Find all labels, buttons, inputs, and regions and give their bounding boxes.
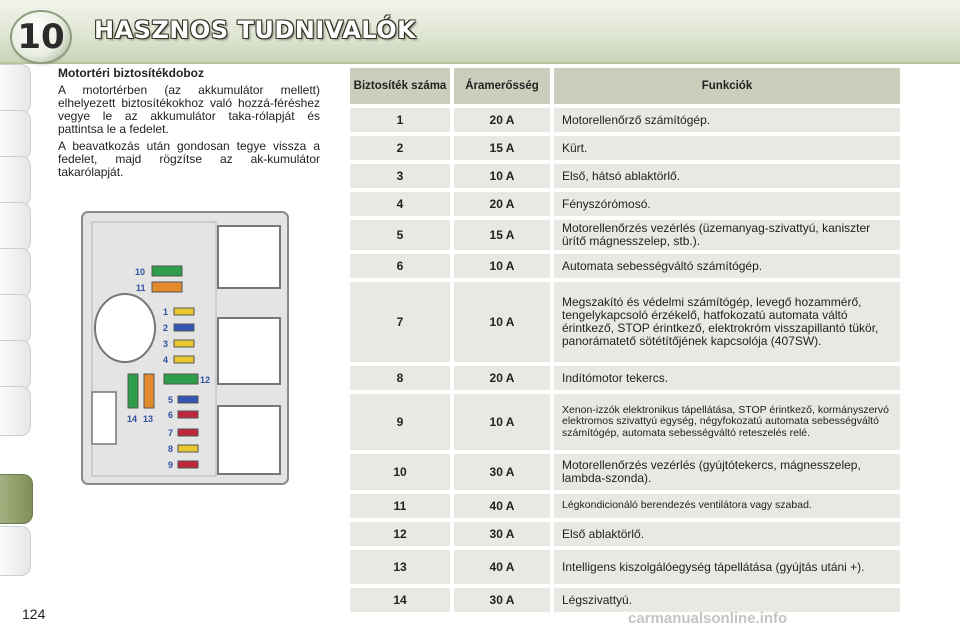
page-title: HASZNOS TUDNIVALÓK — [94, 16, 417, 44]
chapter-tab[interactable] — [0, 156, 31, 206]
fuse-number: 2 — [350, 136, 450, 160]
fuse-number: 5 — [350, 220, 450, 250]
fuse-amperage: 40 A — [454, 550, 550, 584]
fuse-function: Automata sebességváltó számítógép. — [554, 254, 900, 278]
fuse-8 — [178, 445, 198, 452]
fuse-amperage: 10 A — [454, 394, 550, 450]
fuse-amperage: 40 A — [454, 494, 550, 518]
fuse-function: Megszakító és védelmi számítógép, levegő hozammérő, tengelykapcsoló érzékelő, hatfokozatú automata váltó érintkező, STOP érintkező, elektrokróm visszapillantó tükör, panorámatető sötétítőjének kapcsolója (407SW). — [554, 282, 900, 362]
fuse-number: 3 — [350, 164, 450, 188]
connector-slot — [92, 392, 116, 444]
chapter-tabs — [0, 64, 34, 584]
fuse-number: 7 — [350, 282, 450, 362]
fuse-function: Fényszórómosó. — [554, 192, 900, 216]
fuse-10 — [152, 266, 182, 276]
table-row — [350, 394, 904, 450]
instruction-paragraph: A beavatkozás után gondosan tegye vissza a fedelet, majd rögzítse az ak-kumulátor takarólapját. — [58, 139, 320, 179]
fuse-label: 9 — [168, 460, 174, 470]
chapter-tab[interactable] — [0, 248, 31, 298]
fuse-label: 1 — [163, 307, 169, 317]
fuse-7 — [178, 429, 198, 436]
fuse-number: 13 — [350, 550, 450, 584]
fuse-label: 4 — [163, 355, 169, 365]
fuse-function: Első, hátsó ablaktörlő. — [554, 164, 900, 188]
fuse-amperage: 20 A — [454, 366, 550, 390]
relay-block — [218, 406, 280, 474]
fuse-number: 9 — [350, 394, 450, 450]
table-row — [350, 588, 904, 612]
table-row — [350, 220, 904, 250]
fuse-label: 14 — [127, 414, 138, 424]
fuse-amperage: 15 A — [454, 136, 550, 160]
fuse-amperage: 10 A — [454, 254, 550, 278]
fuse-function: Légkondicionáló berendezés ventilátora vagy szabad. — [554, 494, 900, 518]
fuse-function: Kürt. — [554, 136, 900, 160]
chapter-tab[interactable] — [0, 340, 31, 390]
table-row — [350, 192, 904, 216]
fuse-function: Indítómotor tekercs. — [554, 366, 900, 390]
fuse-amperage: 30 A — [454, 454, 550, 490]
fuse-amperage: 10 A — [454, 164, 550, 188]
table-row — [350, 454, 904, 490]
table-header-row — [350, 68, 904, 104]
fuse-function: Motorellenőrzés vezérlés (gyújtótekercs, mágnesszelep, lambda-szonda). — [554, 454, 900, 490]
fuse-6 — [178, 411, 198, 418]
chapter-tab[interactable] — [0, 294, 31, 344]
fuse-number: 12 — [350, 522, 450, 546]
table-row — [350, 254, 904, 278]
fuse-label: 3 — [163, 339, 169, 349]
fuse-12 — [164, 374, 198, 384]
header-amperage: Áramerősség — [454, 68, 550, 104]
battery-cutout — [95, 294, 155, 362]
page-number: 124 — [22, 606, 46, 622]
fuse-label: 12 — [200, 375, 211, 385]
relay-block — [218, 226, 280, 288]
fuse-amperage: 15 A — [454, 220, 550, 250]
fuse-number: 10 — [350, 454, 450, 490]
fuse-label: 10 — [135, 267, 146, 277]
fuse-number: 8 — [350, 366, 450, 390]
fuse-function: Intelligens kiszolgálóegység tápellátása (gyújtás utáni +). — [554, 550, 900, 584]
fuse-3 — [174, 340, 194, 347]
fuse-label: 2 — [163, 323, 169, 333]
table-row — [350, 550, 904, 584]
fuse-table — [350, 68, 904, 616]
header-fuse-number: Biztosíték száma — [350, 68, 450, 104]
fuse-5 — [178, 396, 198, 403]
fuse-function: Motorellenőrző számítógép. — [554, 108, 900, 132]
fuse-amperage: 20 A — [454, 192, 550, 216]
fuse-amperage: 30 A — [454, 522, 550, 546]
fuse-label: 11 — [136, 283, 146, 293]
chapter-tab-active[interactable] — [0, 474, 33, 524]
fuse-1 — [174, 308, 194, 315]
fuse-13 — [144, 374, 154, 408]
table-row — [350, 136, 904, 160]
watermark: carmanualsonline.info — [628, 610, 788, 627]
fuse-9 — [178, 461, 198, 468]
fuse-14 — [128, 374, 138, 408]
chapter-number-badge: 10 — [12, 12, 70, 62]
fuse-number: 11 — [350, 494, 450, 518]
fuse-number: 4 — [350, 192, 450, 216]
table-row — [350, 366, 904, 390]
chapter-tab[interactable] — [0, 526, 31, 576]
header-function: Funkciók — [554, 68, 900, 104]
fuse-function: Légszivattyú. — [554, 588, 900, 612]
fuse-function: Xenon-izzók elektronikus tápellátása, STOP érintkező, kormányszervó elektromos szivattyú egység, négyfokozatú automata sebességváltó számítógép, automata sebességváltó reteszelés relé. — [554, 394, 900, 450]
fuse-amperage: 30 A — [454, 588, 550, 612]
section-title: Motortéri biztosítékdoboz — [58, 66, 204, 80]
fusebox-svg — [80, 210, 292, 488]
header-divider — [0, 62, 960, 64]
fuse-number: 14 — [350, 588, 450, 612]
chapter-tab[interactable] — [0, 386, 31, 436]
fuse-number: 6 — [350, 254, 450, 278]
table-row — [350, 164, 904, 188]
fuse-label: 8 — [168, 444, 174, 454]
fuse-amperage: 20 A — [454, 108, 550, 132]
fuse-amperage: 10 A — [454, 282, 550, 362]
fuse-label: 6 — [168, 410, 174, 420]
fuse-function: Motorellenőrzés vezérlés (üzemanyag-szivattyú, kaniszter ürítő mágnesszelep, stb.). — [554, 220, 900, 250]
fuse-label: 7 — [168, 428, 174, 438]
fuse-label: 5 — [168, 395, 174, 405]
fuse-label: 13 — [143, 414, 154, 424]
table-row — [350, 108, 904, 132]
chapter-tab[interactable] — [0, 202, 31, 252]
table-row — [350, 522, 904, 546]
fuse-4 — [174, 356, 194, 363]
fuse-11 — [152, 282, 182, 292]
fusebox-diagram — [80, 210, 292, 488]
chapter-tab[interactable] — [0, 64, 31, 114]
fuse-number: 1 — [350, 108, 450, 132]
chapter-tab[interactable] — [0, 110, 31, 160]
fuse-function: Első ablaktörlő. — [554, 522, 900, 546]
table-row — [350, 282, 904, 362]
instruction-paragraph: A motortérben (az akkumulátor mellett) elhelyezett biztosítékokhoz való hozzá-féréshez vegye le az akkumulátor taka-rólapját és pattintsa le a fedelet. — [58, 83, 320, 136]
relay-block — [218, 318, 280, 384]
fuse-2 — [174, 324, 194, 331]
table-row — [350, 494, 904, 518]
